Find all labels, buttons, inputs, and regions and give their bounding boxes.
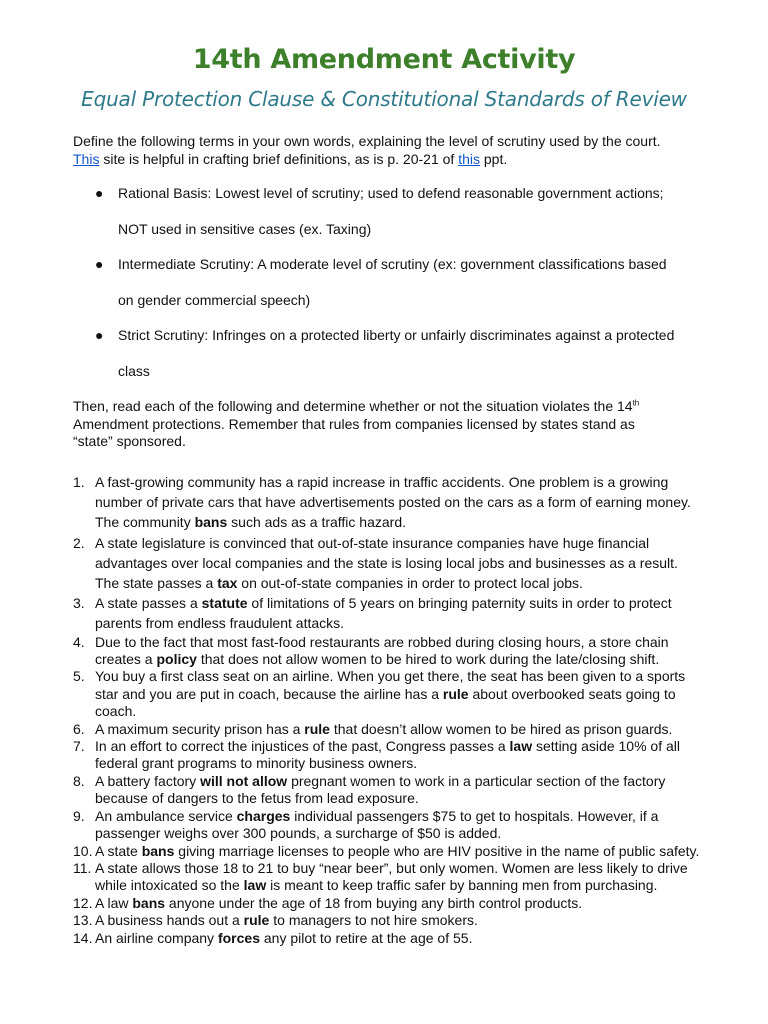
term-line1: Strict Scrutiny: Infringes on a protected liberty or unfairly discriminates against a protected	[118, 327, 675, 343]
intro-line1: Define the following terms in your own words, explaining the level of scrutiny used by the court.	[73, 133, 661, 149]
scenario-item	[73, 808, 703, 843]
then-line3: “state” sponsored.	[73, 433, 186, 449]
page-subtitle: Equal Protection Clause & Constitutional Standards of Review	[81, 87, 687, 111]
then-line1: Then, read each of the following and determine whether or not the situation violates the 14	[73, 398, 633, 414]
item-number: 6.	[73, 720, 85, 737]
item-text: You buy a first class seat on an airline. When you get there, the seat has been given to a sports star and you are put in coach, because the airline has a	[95, 668, 686, 702]
scenario-item	[73, 895, 703, 912]
item-text-end: such ads as a traffic hazard.	[227, 514, 407, 531]
scenario-item	[73, 634, 703, 669]
term-strict-scrutiny	[95, 318, 715, 389]
item-number: 10.	[73, 842, 93, 859]
then-line2: Amendment protections. Remember that rules from companies licensed by states stand as	[73, 415, 635, 432]
item-keyword: statute	[201, 595, 248, 612]
term-line2: on gender commercial speech)	[118, 291, 311, 308]
item-number: 12.	[73, 894, 93, 911]
item-number: 13.	[73, 912, 93, 929]
scenario-item	[73, 773, 703, 808]
item-keyword: rule	[243, 912, 270, 929]
scenario-item	[73, 472, 703, 533]
item-text-end: that does not allow women to be hired to work during the late/closing shift.	[196, 651, 660, 668]
bullet-icon: ●	[95, 327, 104, 343]
item-keyword: law	[243, 877, 267, 894]
item-keyword: tax	[217, 575, 238, 592]
item-number: 3.	[73, 595, 85, 612]
intro-mid: site is helpful in crafting brief definitions, as is p. 20-21 of	[99, 151, 459, 167]
item-text: A state passes a	[95, 595, 202, 612]
item-text: A law	[95, 894, 133, 911]
scenario-item	[73, 593, 703, 633]
item-text-end: about overbooked seats going to coach.	[95, 685, 676, 720]
item-keyword: rule	[304, 720, 330, 737]
scenario-item	[73, 930, 703, 947]
then-superscript: th	[632, 398, 640, 408]
item-text: An airline company	[95, 929, 218, 946]
scenario-item	[73, 738, 703, 773]
item-keyword: bans	[194, 514, 228, 531]
item-text-end: to managers to not hire smokers.	[269, 912, 478, 929]
item-keyword: rule	[442, 685, 469, 702]
item-text: A state	[95, 842, 142, 859]
item-number: 9.	[73, 807, 85, 824]
item-number: 11.	[73, 859, 92, 876]
item-text-end: setting aside 10% of all federal grant programs to minority business owners.	[95, 738, 680, 772]
item-text: Due to the fact that most fast-food restaurants are robbed during closing hours, a store chain creates a	[95, 633, 669, 668]
item-keyword: will not allow	[200, 772, 288, 789]
item-text: A state allows those 18 to 21 to buy “near beer”, but only women. Women are less likely to drive while intoxicated so the	[95, 859, 688, 894]
item-text-end: any pilot to retire at the age of 55.	[259, 929, 473, 946]
item-text-end: on out-of-state companies in order to protect local jobs.	[237, 575, 583, 592]
item-keyword: charges	[236, 807, 291, 824]
item-text: A business hands out a	[95, 912, 244, 929]
this-ppt-link[interactable]: this	[458, 151, 480, 167]
bullet-icon: ●	[95, 256, 104, 272]
item-number: 5.	[73, 668, 85, 685]
instructions-paragraph	[73, 398, 723, 451]
item-text-end: giving marriage licenses to people who are HIV positive in the name of public safety.	[174, 842, 700, 859]
term-line2: class	[118, 362, 150, 379]
scenario-list	[73, 472, 703, 947]
item-text-end: individual passengers $75 to get to hospitals. However, if a passenger weighs over 300 pounds, a surcharge of $50 is added.	[95, 807, 659, 842]
bullet-icon: ●	[95, 185, 104, 201]
item-text: An ambulance service	[95, 807, 237, 824]
item-text-end: pregnant women to work in a particular section of the factory because of dangers to the fetus from lead exposure.	[95, 772, 666, 807]
intro-end: ppt.	[480, 151, 508, 167]
item-keyword: bans	[141, 842, 175, 859]
item-keyword: policy	[156, 651, 197, 668]
intro-paragraph	[73, 132, 723, 168]
scenario-item	[73, 533, 703, 594]
item-number: 2.	[73, 534, 85, 551]
item-text-end: that doesn’t allow women to be hired as prison guards.	[329, 720, 673, 737]
term-intermediate-scrutiny	[95, 247, 715, 318]
scenario-item	[73, 860, 703, 895]
this-site-link[interactable]: This	[73, 151, 100, 167]
scenario-item	[73, 843, 703, 860]
item-text: A fast-growing community has a rapid increase in traffic accidents. One problem is a growing number of private cars that have advertisements posted on the cars as a form of earning money. The community	[95, 474, 691, 531]
item-keyword: law	[509, 738, 533, 755]
item-text: A maximum security prison has a	[95, 720, 305, 737]
term-line1: Rational Basis: Lowest level of scrutiny; used to defend reasonable government actions;	[118, 185, 664, 201]
item-text-end: anyone under the age of 18 from buying any birth control products.	[165, 894, 583, 911]
item-number: 14.	[73, 929, 93, 946]
term-line1: Intermediate Scrutiny: A moderate level of scrutiny (ex: government classifications based	[118, 256, 667, 272]
item-number: 7.	[73, 738, 85, 755]
term-rational-basis	[95, 176, 715, 247]
page-title: 14th Amendment Activity	[192, 44, 576, 75]
item-text-end: is meant to keep traffic safer by banning men from purchasing.	[266, 877, 658, 894]
item-number: 8.	[73, 772, 85, 789]
item-text: A state legislature is convinced that out-of-state insurance companies have huge financial advantages over local companies and the state is losing local jobs and businesses as a result. The state passes a	[95, 534, 678, 592]
item-text-end: of limitations of 5 years on bringing paternity suits in order to protect parents from endless fraudulent attacks.	[95, 595, 672, 632]
item-number: 1.	[73, 474, 85, 490]
item-text: A battery factory	[95, 772, 201, 789]
item-number: 4.	[73, 633, 85, 650]
item-keyword: forces	[217, 929, 260, 946]
item-keyword: bans	[132, 894, 166, 911]
scenario-item	[73, 721, 703, 738]
terms-list	[95, 176, 715, 389]
term-line2: NOT used in sensitive cases (ex. Taxing)	[118, 220, 372, 237]
scenario-item	[73, 912, 703, 929]
item-text: In an effort to correct the injustices of the past, Congress passes a	[95, 738, 510, 755]
scenario-item	[73, 668, 703, 720]
